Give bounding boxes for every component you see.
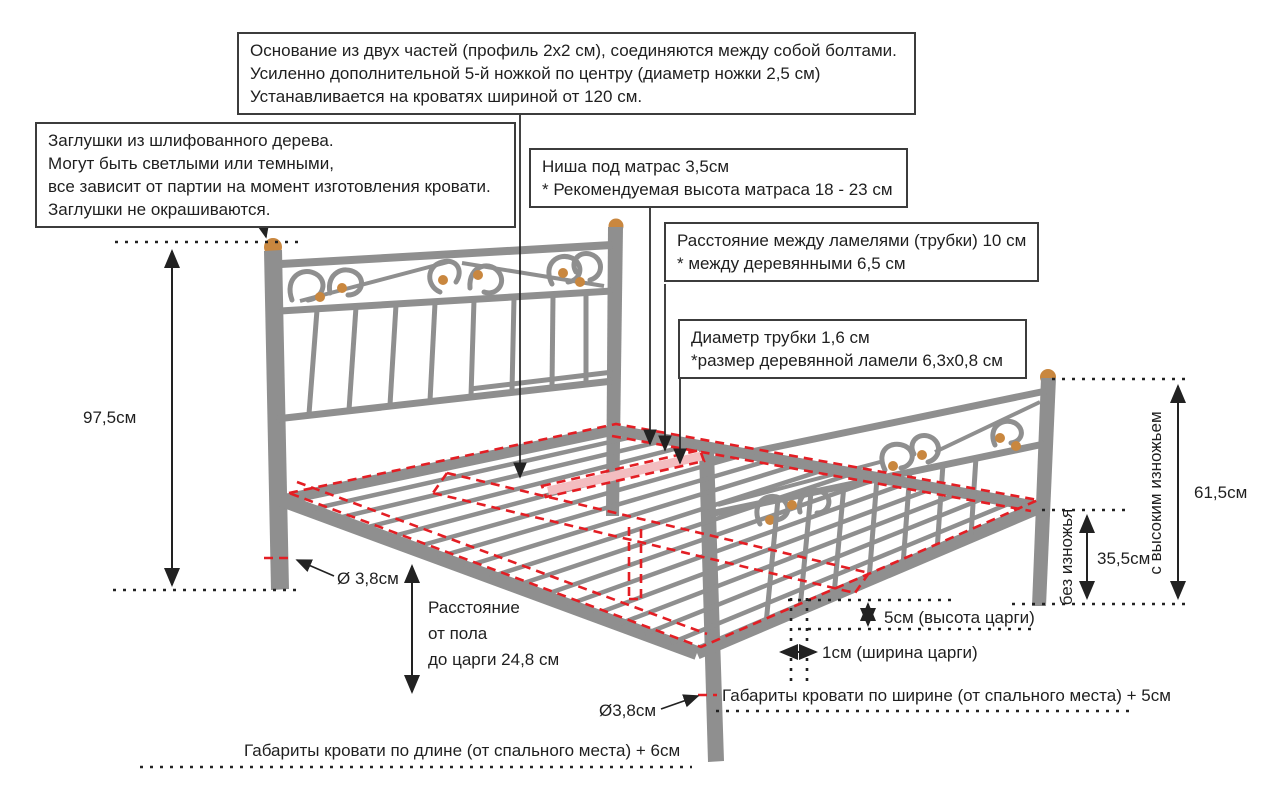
dim-high-footboard-value: 61,5см — [1194, 483, 1248, 502]
dim-rail-width-label: 1см (ширина царги) — [822, 643, 978, 662]
callout-base-box — [237, 32, 916, 115]
dim-head-leg-diameter — [297, 560, 399, 588]
callout-base-line2: Усиленно дополнительной 5-й ножкой по центру (диаметр ножки 2,5 см) — [250, 64, 821, 83]
dim-overall-length — [140, 741, 692, 767]
callout-lamels-line1: Расстояние между ламелями (трубки) 10 см — [677, 231, 1027, 250]
dim-overall-width-label: Габариты кровати по ширине (от спального места) + 5см — [722, 686, 1171, 705]
callout-lamels-box — [664, 222, 1039, 282]
headboard-balusters — [309, 294, 586, 414]
dim-floor-line2: от пола — [428, 624, 488, 643]
callout-niche-line1: Ниша под матрас 3,5см — [542, 157, 730, 176]
bed-frame — [264, 219, 1056, 763]
dim-foot-leg-diameter — [599, 696, 698, 720]
callout-caps-line2: Могут быть светлыми или темными, — [48, 154, 334, 173]
dimension-arrow-head-leg — [297, 560, 334, 576]
callout-niche-box — [529, 148, 908, 208]
callout-caps-line1: Заглушки из шлифованного дерева. — [48, 131, 334, 150]
dim-floor-line3: до царги 24,8 см — [428, 650, 560, 669]
dim-high-footboard-label: с высоким изножьем — [1146, 411, 1165, 575]
callout-caps-line3: все зависит от партии на момент изготовления кровати. — [48, 177, 491, 196]
dim-overall-length-label: Габариты кровати по длине (от спального места) + 6см — [244, 741, 681, 760]
callout-caps-box — [35, 122, 516, 228]
dim-foot-leg-label: Ø3,8см — [599, 701, 657, 720]
callout-caps-line4: Заглушки не окрашиваются. — [48, 200, 271, 219]
callout-tube-line1: Диаметр трубки 1,6 см — [691, 328, 870, 347]
dim-head-leg-label: Ø 3,8см — [337, 569, 399, 588]
dimension-arrow-foot-leg — [661, 696, 698, 709]
callout-base-line1: Основание из двух частей (профиль 2х2 см), соединяются между собой болтами. — [250, 41, 897, 60]
callout-tube-line2: *размер деревянной ламели 6,3х0,8 см — [691, 351, 1003, 370]
dim-floor-line1: Расстояние — [428, 598, 520, 617]
callout-niche-line2: * Рекомендуемая высота матраса 18 - 23 см — [542, 180, 893, 199]
callout-tube-box — [678, 319, 1027, 379]
callout-base-line3: Устанавливается на кроватях шириной от 120 см. — [250, 87, 643, 106]
dim-no-footboard-label: без изножья — [1057, 508, 1076, 606]
dim-no-footboard-value: 35,5см — [1097, 549, 1151, 568]
headboard — [276, 245, 613, 419]
dim-rail-section — [781, 598, 1035, 688]
dim-overall-width — [716, 686, 1171, 711]
callout-lamels-line2: * между деревянными 6,5 см — [677, 254, 906, 273]
dim-height-label: 97,5см — [83, 408, 137, 427]
dim-rail-height-label: 5см (высота царги) — [884, 608, 1035, 627]
